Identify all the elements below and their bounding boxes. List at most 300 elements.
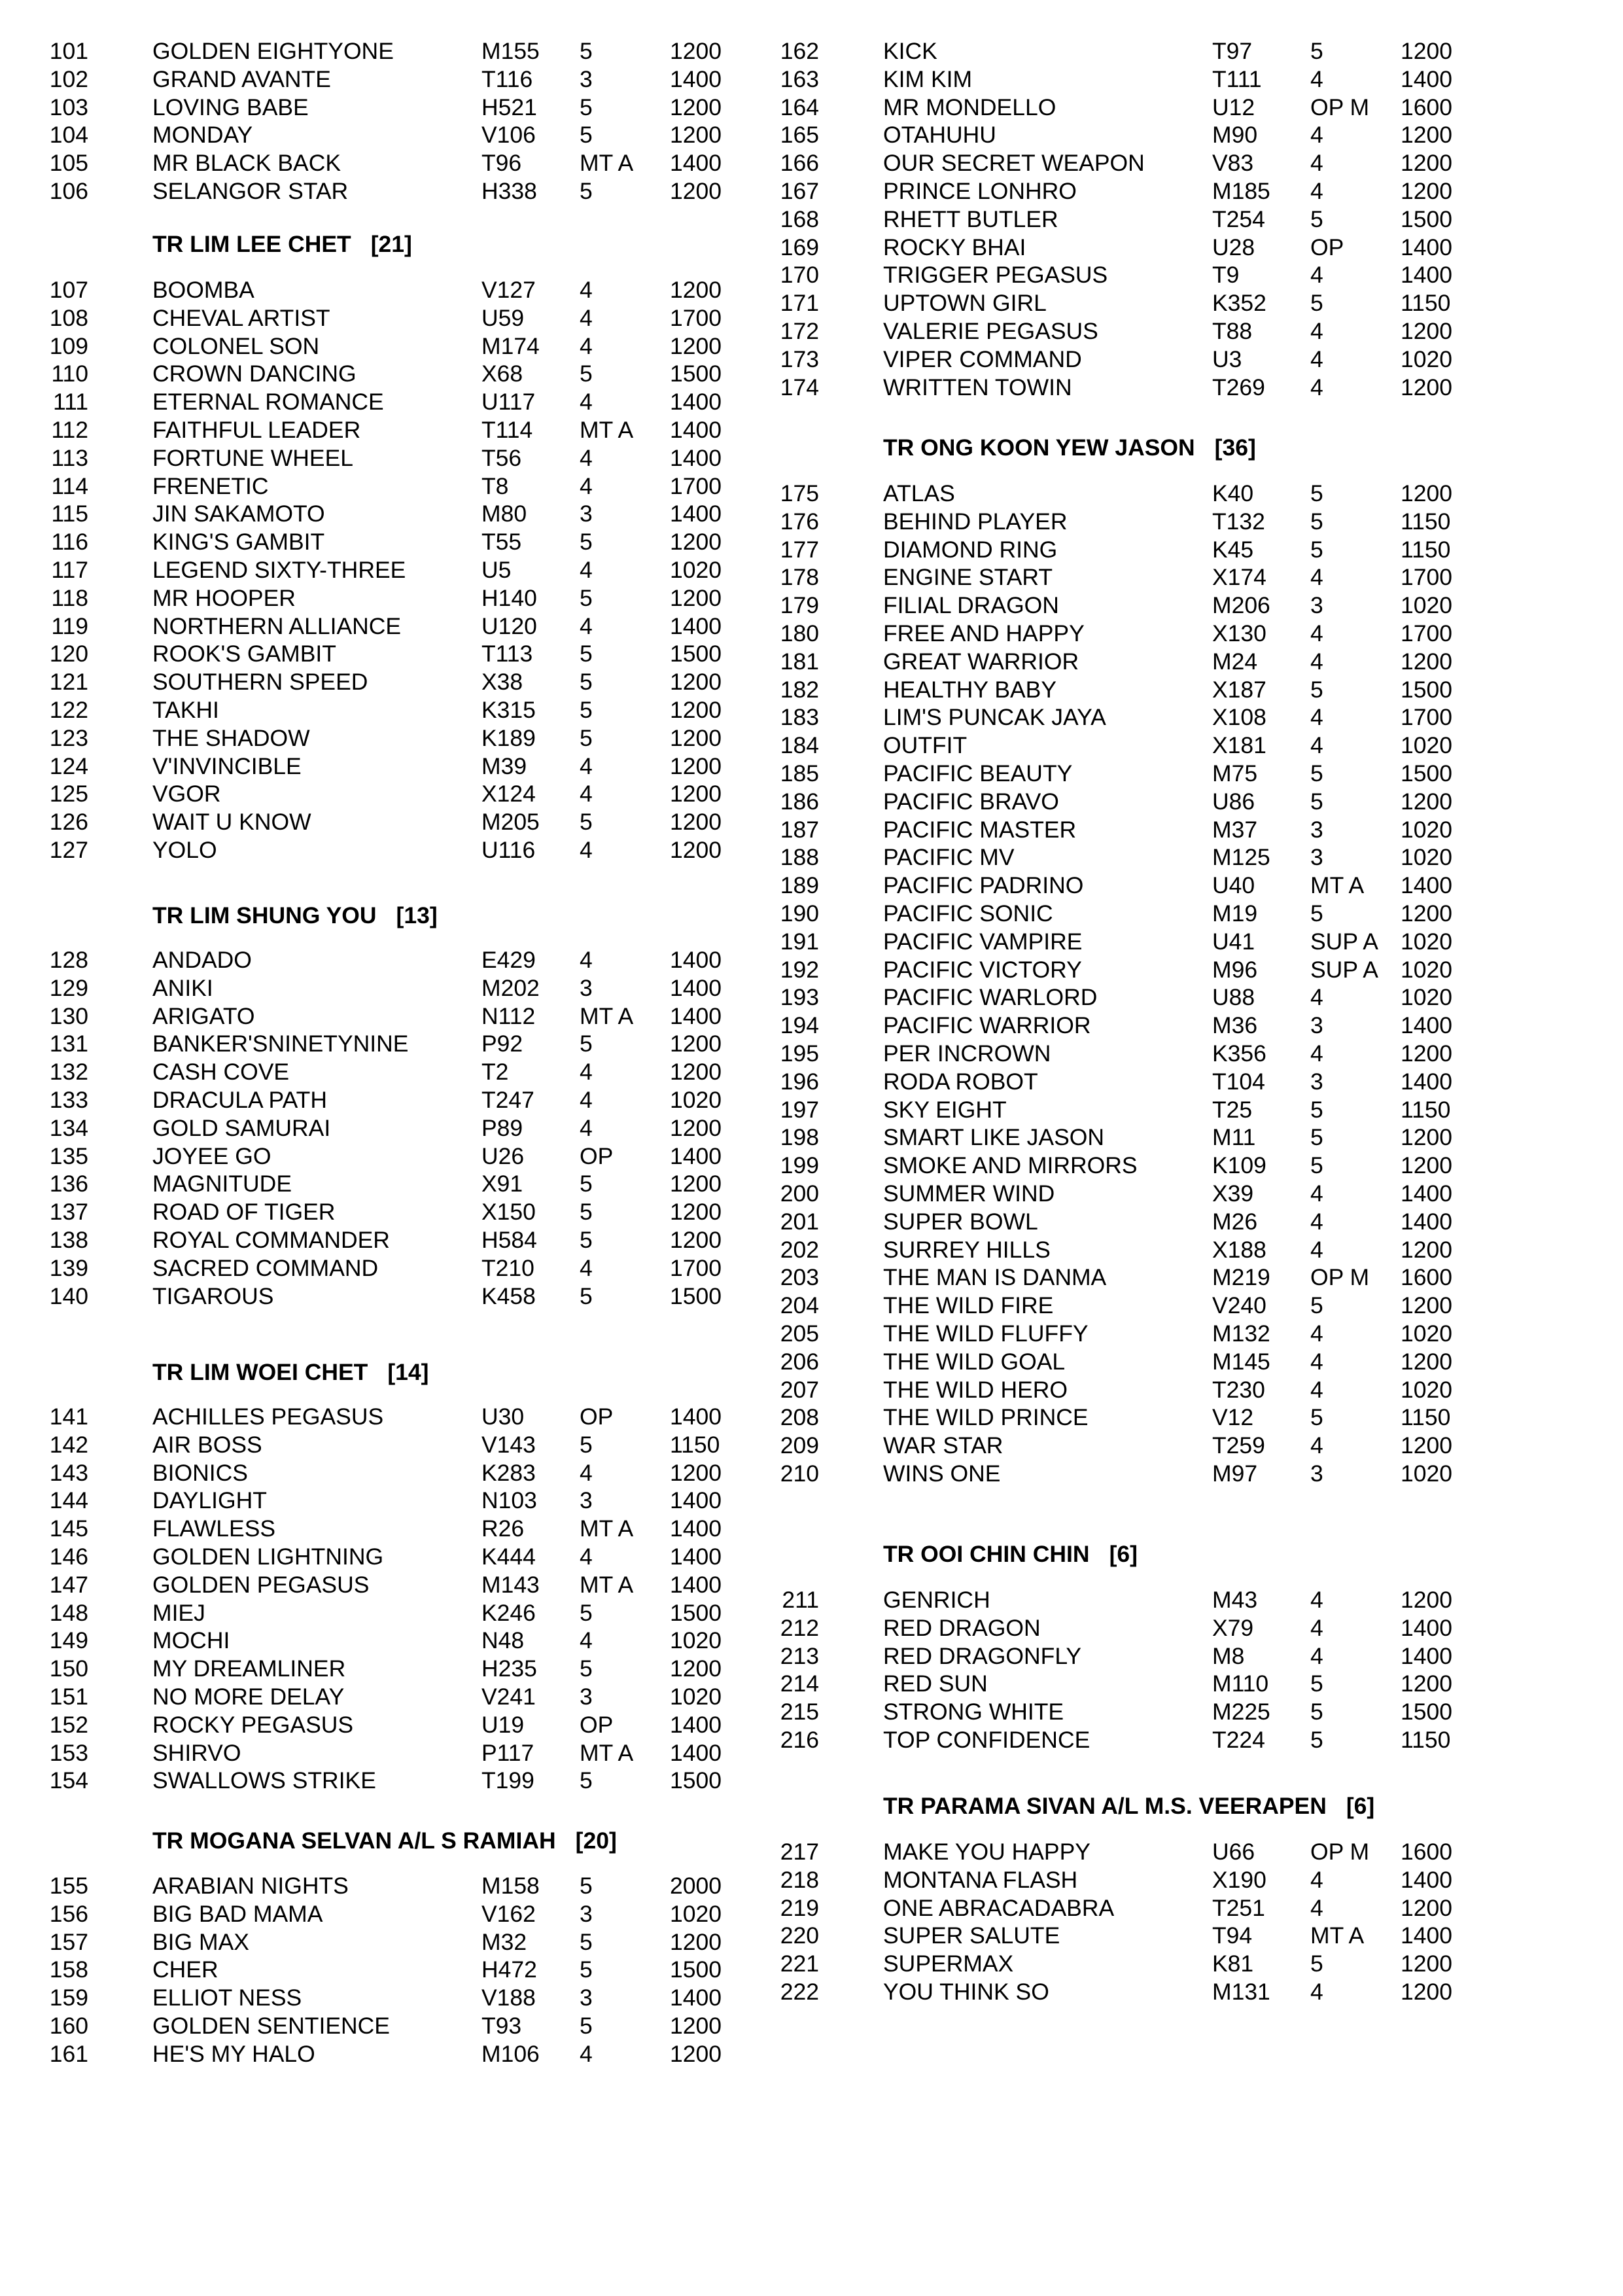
entry-number: 221: [780, 1951, 819, 1977]
race-class: OP: [580, 1711, 614, 1738]
horse-name: SUPER SALUTE: [883, 1922, 1060, 1949]
entry-number: 184: [780, 732, 819, 759]
entry-number: 162: [780, 38, 819, 64]
table-row: [731, 956, 1450, 983]
entry-number: 170: [780, 262, 819, 289]
horse-name: PACIFIC VAMPIRE: [883, 928, 1083, 955]
distance: 1400: [1401, 1614, 1452, 1641]
distance: 1150: [670, 1431, 720, 1458]
horse-name: VIPER COMMAND: [883, 345, 1082, 372]
horse-name: NORTHERN ALLIANCE: [152, 612, 402, 639]
race-class: 4: [580, 332, 593, 359]
entry-number: 183: [780, 704, 819, 731]
distance: 1200: [1401, 1894, 1452, 1921]
horse-name: YOLO: [152, 837, 217, 863]
race-class: 4: [1310, 1587, 1323, 1613]
horse-name: PACIFIC MASTER: [883, 816, 1077, 843]
horse-code: T247: [481, 1087, 534, 1113]
horse-code: X174: [1212, 564, 1266, 591]
horse-name: ANDADO: [152, 947, 252, 973]
horse-name: SHIRVO: [152, 1739, 241, 1766]
horse-name: CASH COVE: [152, 1059, 290, 1086]
race-class: 5: [580, 809, 593, 836]
race-class: 5: [1310, 290, 1323, 317]
entry-number: 140: [49, 1282, 88, 1309]
horse-code: M32: [481, 1928, 527, 1955]
horse-name: TOP CONFIDENCE: [883, 1727, 1091, 1753]
distance: 1400: [1401, 65, 1452, 92]
horse-name: SKY EIGHT: [883, 1096, 1007, 1123]
horse-name: HEALTHY BABY: [883, 676, 1057, 703]
distance: 1400: [670, 974, 722, 1001]
horse-name: LIM'S PUNCAK JAYA: [883, 704, 1106, 731]
entry-number: 144: [49, 1487, 88, 1514]
table-row: [731, 1348, 1450, 1375]
table-row: [731, 1866, 1450, 1894]
entry-number: 175: [780, 480, 819, 506]
distance: 1400: [670, 1985, 722, 2011]
horse-code: U12: [1212, 94, 1255, 120]
table-row: [0, 177, 720, 205]
distance: 1150: [1401, 290, 1451, 317]
horse-name: ONE ABRACADABRA: [883, 1894, 1115, 1921]
horse-code: T254: [1212, 205, 1265, 232]
entry-number: 104: [49, 122, 88, 149]
table-row: [0, 1956, 720, 1983]
distance: 1020: [670, 557, 722, 583]
table-row: [0, 1282, 720, 1310]
distance: 1700: [1401, 620, 1452, 646]
horse-name: WAR STAR: [883, 1432, 1003, 1459]
race-class: 3: [1310, 816, 1323, 843]
horse-name: MONTANA FLASH: [883, 1866, 1078, 1893]
horse-name: SUPERMAX: [883, 1951, 1014, 1977]
race-class: 5: [580, 361, 593, 387]
entry-number: 190: [780, 900, 819, 927]
entry-number: 185: [780, 760, 819, 786]
horse-name: ACHILLES PEGASUS: [152, 1404, 384, 1430]
table-row: [731, 1614, 1450, 1642]
distance: 1200: [670, 1459, 722, 1486]
table-row: [731, 1123, 1450, 1151]
horse-name: CROWN DANCING: [152, 361, 357, 387]
table-row: [0, 1114, 720, 1142]
horse-code: V127: [481, 277, 536, 303]
horse-name: UPTOWN GIRL: [883, 290, 1047, 317]
table-row: [0, 1599, 720, 1627]
horse-code: M206: [1212, 592, 1270, 619]
distance: 1200: [1401, 122, 1452, 149]
entry-number: 135: [49, 1142, 88, 1169]
horse-code: T111: [1212, 65, 1262, 92]
table-row: [731, 1978, 1450, 2005]
horse-code: U116: [481, 837, 536, 863]
horse-code: X190: [1212, 1866, 1266, 1893]
race-class: 5: [580, 1282, 593, 1309]
race-class: OP: [580, 1142, 614, 1169]
race-class: 4: [580, 557, 593, 583]
race-class: MT A: [580, 417, 634, 443]
race-class: 5: [580, 584, 593, 611]
table-row: [0, 37, 720, 65]
distance: 1400: [1401, 1208, 1452, 1235]
distance: 1400: [1401, 1642, 1452, 1669]
distance: 1020: [1401, 956, 1452, 983]
table-row: [731, 1404, 1450, 1431]
horse-name: MR HOOPER: [152, 584, 296, 611]
entry-number: 120: [49, 641, 88, 667]
trainer-horse-count: [6]: [1346, 1793, 1375, 1819]
table-row: [0, 1431, 720, 1458]
horse-name: PACIFIC BRAVO: [883, 788, 1059, 815]
horse-name: FRENETIC: [152, 472, 269, 499]
horse-code: V143: [481, 1431, 536, 1458]
horse-code: T132: [1212, 508, 1265, 535]
table-row: [0, 1984, 720, 2011]
table-row: [731, 703, 1450, 731]
horse-name: PACIFIC MV: [883, 844, 1015, 871]
entry-number: 197: [780, 1096, 819, 1123]
trainer-name: TR LIM LEE CHET: [152, 231, 351, 257]
horse-code: U28: [1212, 234, 1255, 260]
horse-code: U41: [1212, 928, 1255, 955]
table-row: [731, 1096, 1450, 1123]
distance: 1700: [670, 472, 722, 499]
table-row: [0, 696, 720, 724]
table-row: [731, 1670, 1450, 1697]
horse-code: P89: [481, 1114, 523, 1141]
horse-name: PACIFIC SONIC: [883, 900, 1053, 927]
race-class: 5: [580, 1431, 593, 1458]
horse-code: U117: [481, 389, 536, 415]
entry-number: 109: [49, 332, 88, 359]
race-class: 4: [1310, 65, 1323, 92]
entry-number: 158: [49, 1956, 88, 1983]
table-row: [0, 640, 720, 667]
entry-number: 179: [780, 592, 819, 619]
entry-number: 210: [780, 1460, 819, 1487]
race-class: 5: [1310, 676, 1323, 703]
entry-number: 115: [51, 501, 88, 527]
horse-code: V241: [481, 1684, 536, 1710]
horse-name: VALERIE PEGASUS: [883, 318, 1098, 344]
horse-code: T2: [481, 1059, 509, 1086]
distance: 1200: [670, 332, 722, 359]
distance: 1400: [670, 947, 722, 973]
horse-name: TRIGGER PEGASUS: [883, 262, 1108, 289]
horse-name: SUMMER WIND: [883, 1180, 1055, 1207]
race-class: 5: [580, 178, 593, 204]
table-row: [0, 1683, 720, 1710]
horse-name: HE'S MY HALO: [152, 2040, 315, 2067]
entry-number: 138: [49, 1227, 88, 1253]
horse-code: X130: [1212, 620, 1266, 646]
table-row: [731, 234, 1450, 261]
horse-name: MR BLACK BACK: [152, 150, 341, 177]
trainer-name: TR LIM SHUNG YOU: [152, 902, 377, 928]
table-row: [731, 317, 1450, 345]
horse-name: OUR SECRET WEAPON: [883, 150, 1145, 177]
race-class: 4: [1310, 1642, 1323, 1669]
distance: 1200: [1401, 318, 1452, 344]
horse-code: M90: [1212, 122, 1258, 149]
table-row: [0, 1655, 720, 1682]
table-row: [0, 1030, 720, 1057]
race-class: 4: [580, 1059, 593, 1086]
race-class: 3: [580, 65, 593, 92]
distance: 1200: [1401, 1979, 1452, 2005]
race-class: 4: [580, 277, 593, 303]
distance: 1020: [670, 1627, 722, 1654]
table-row: [0, 1459, 720, 1487]
entry-number: 152: [49, 1711, 88, 1738]
race-class: 5: [580, 724, 593, 751]
entry-number: 153: [49, 1739, 88, 1766]
entry-number: 113: [51, 444, 88, 471]
distance: 1400: [670, 501, 722, 527]
race-class: 4: [1310, 345, 1323, 372]
table-row: [0, 1571, 720, 1598]
race-class: 5: [580, 529, 593, 556]
table-row: [0, 1254, 720, 1282]
distance: 1200: [1401, 1951, 1452, 1977]
distance: 1400: [670, 1515, 722, 1542]
race-class: 5: [580, 641, 593, 667]
horse-code: N103: [481, 1487, 537, 1514]
distance: 1200: [1401, 374, 1452, 400]
distance: 1200: [1401, 178, 1452, 204]
distance: 1700: [670, 304, 722, 331]
entry-number: 187: [780, 816, 819, 843]
horse-name: THE WILD GOAL: [883, 1348, 1066, 1375]
horse-code: T210: [481, 1254, 534, 1281]
race-class: 5: [1310, 205, 1323, 232]
distance: 2000: [670, 1873, 722, 1899]
horse-name: KIM KIM: [883, 65, 973, 92]
entry-number: 106: [49, 178, 88, 204]
distance: 1400: [1401, 262, 1452, 289]
distance: 1200: [1401, 1292, 1452, 1319]
horse-code: K352: [1212, 290, 1266, 317]
horse-code: N112: [481, 1002, 536, 1029]
race-class: 5: [1310, 788, 1323, 815]
distance: 1400: [670, 1571, 722, 1598]
entry-number: 119: [51, 612, 88, 639]
entry-number: 181: [780, 648, 819, 675]
horse-name: THE WILD FLUFFY: [883, 1320, 1089, 1347]
entry-number: 216: [780, 1727, 819, 1753]
table-row: [731, 536, 1450, 563]
distance: 1200: [670, 669, 722, 696]
horse-name: MOCHI: [152, 1627, 230, 1654]
horse-code: T251: [1212, 1894, 1265, 1921]
entry-number: 129: [49, 974, 88, 1001]
race-class: 4: [1310, 1320, 1323, 1347]
horse-code: M43: [1212, 1587, 1258, 1613]
distance: 1200: [670, 1655, 722, 1682]
distance: 1600: [1401, 1264, 1452, 1291]
distance: 1200: [1401, 1124, 1452, 1151]
race-class: OP M: [1310, 94, 1370, 120]
race-class: 3: [580, 1487, 593, 1514]
entry-number: 191: [780, 928, 819, 955]
entry-number: 176: [780, 508, 819, 535]
race-class: 5: [1310, 38, 1323, 64]
horse-name: CHEVAL ARTIST: [152, 304, 330, 331]
trainer-name: TR OOI CHIN CHIN: [883, 1541, 1090, 1567]
distance: 1200: [670, 94, 722, 120]
horse-code: U40: [1212, 872, 1255, 899]
race-class: 4: [580, 947, 593, 973]
race-class: 5: [1310, 508, 1323, 535]
race-class: 4: [1310, 122, 1323, 149]
entry-number: 186: [780, 788, 819, 815]
table-row: [731, 1642, 1450, 1670]
horse-name: FILIAL DRAGON: [883, 592, 1059, 619]
horse-name: ROCKY PEGASUS: [152, 1711, 354, 1738]
horse-code: R26: [481, 1515, 525, 1542]
horse-name: MAGNITUDE: [152, 1171, 292, 1197]
table-row: [731, 1208, 1450, 1235]
entry-number: 212: [780, 1614, 819, 1641]
table-row: [731, 872, 1450, 899]
table-row: [0, 974, 720, 1002]
horse-name: PER INCROWN: [883, 1040, 1051, 1067]
horse-name: COLONEL SON: [152, 332, 320, 359]
entry-number: 122: [49, 697, 88, 723]
horse-name: BIG MAX: [152, 1928, 249, 1955]
horse-name: MONDAY: [152, 122, 253, 149]
entry-number: 195: [780, 1040, 819, 1067]
horse-name: YOU THINK SO: [883, 1979, 1049, 2005]
horse-code: U59: [481, 304, 525, 331]
entry-number: 203: [780, 1264, 819, 1291]
race-class: 4: [580, 837, 593, 863]
race-class: 4: [580, 1627, 593, 1654]
table-row: [731, 1180, 1450, 1207]
race-class: 4: [1310, 704, 1323, 731]
table-row: [731, 37, 1450, 65]
trainer-horse-count: [20]: [575, 1828, 617, 1854]
horse-code: M96: [1212, 956, 1258, 983]
entry-number: 188: [780, 844, 819, 871]
race-class: OP M: [1310, 1839, 1370, 1865]
table-row: [0, 472, 720, 500]
horse-code: T113: [481, 641, 533, 667]
race-class: 4: [1310, 564, 1323, 591]
horse-code: T88: [1212, 318, 1253, 344]
horse-name: TAKHI: [152, 697, 219, 723]
horse-code: H338: [481, 178, 537, 204]
race-class: 3: [580, 1900, 593, 1927]
race-class: 5: [580, 1599, 593, 1626]
entry-number: 124: [49, 752, 88, 779]
table-row: [0, 752, 720, 780]
table-row: [0, 276, 720, 304]
trainer-name: TR PARAMA SIVAN A/L M.S. VEERAPEN: [883, 1793, 1327, 1819]
table-row: [731, 1152, 1450, 1179]
race-class: 4: [580, 2040, 593, 2067]
entry-number: 172: [780, 318, 819, 344]
distance: 1150: [1401, 1727, 1451, 1753]
race-class: 4: [1310, 150, 1323, 177]
distance: 1500: [670, 1956, 722, 1983]
horse-code: M145: [1212, 1348, 1270, 1375]
horse-name: MR MONDELLO: [883, 94, 1056, 120]
horse-name: THE SHADOW: [152, 724, 310, 751]
race-class: 4: [1310, 1614, 1323, 1641]
entry-number: 164: [780, 94, 819, 120]
distance: 1200: [1401, 648, 1452, 675]
race-class: 5: [1310, 760, 1323, 786]
entry-number: 126: [49, 809, 88, 836]
entry-number: 220: [780, 1922, 819, 1949]
trainer-header: [883, 1540, 1138, 1568]
trainer-header: [152, 230, 412, 258]
horse-code: U19: [481, 1711, 525, 1738]
horse-code: U26: [481, 1142, 525, 1169]
horse-code: M205: [481, 809, 540, 836]
horse-name: SACRED COMMAND: [152, 1254, 379, 1281]
distance: 1400: [670, 65, 722, 92]
horse-code: T94: [1212, 1922, 1253, 1949]
trainer-header: [152, 1358, 428, 1386]
entry-number: 137: [49, 1199, 88, 1226]
horse-name: DAYLIGHT: [152, 1487, 267, 1514]
race-class: 5: [580, 1227, 593, 1253]
horse-code: T269: [1212, 374, 1265, 400]
horse-name: BOOMBA: [152, 277, 254, 303]
table-row: [0, 2040, 720, 2068]
horse-name: ROAD OF TIGER: [152, 1199, 336, 1226]
race-class: OP: [1310, 234, 1344, 260]
horse-name: DRACULA PATH: [152, 1087, 327, 1113]
race-class: 5: [580, 697, 593, 723]
horse-name: PRINCE LONHRO: [883, 178, 1077, 204]
entry-number: 166: [780, 150, 819, 177]
distance: 1200: [670, 1059, 722, 1086]
table-row: [731, 94, 1450, 121]
table-row: [731, 508, 1450, 535]
race-class: 5: [1310, 1292, 1323, 1319]
horse-name: JIN SAKAMOTO: [152, 501, 325, 527]
horse-code: U30: [481, 1404, 525, 1430]
table-row: [731, 1586, 1450, 1614]
distance: 1200: [670, 1227, 722, 1253]
entry-number: 163: [780, 65, 819, 92]
distance: 1020: [1401, 984, 1452, 1011]
entry-number: 200: [780, 1180, 819, 1207]
table-row: [0, 1627, 720, 1654]
horse-code: E429: [481, 947, 536, 973]
race-class: 4: [1310, 318, 1323, 344]
entry-number: 217: [780, 1839, 819, 1865]
race-class: 3: [1310, 844, 1323, 871]
table-row: [0, 780, 720, 807]
horse-code: M132: [1212, 1320, 1270, 1347]
table-row: [731, 788, 1450, 815]
horse-name: WRITTEN TOWIN: [883, 374, 1072, 400]
horse-name: SMART LIKE JASON: [883, 1124, 1105, 1151]
horse-name: OTAHUHU: [883, 122, 996, 149]
race-class: SUP A: [1310, 928, 1378, 955]
horse-code: V106: [481, 122, 536, 149]
horse-name: BANKER'SNINETYNINE: [152, 1031, 409, 1057]
entry-number: 211: [782, 1587, 819, 1613]
distance: 1150: [1401, 1404, 1451, 1431]
table-row: [731, 1950, 1450, 1977]
horse-name: MAKE YOU HAPPY: [883, 1839, 1091, 1865]
